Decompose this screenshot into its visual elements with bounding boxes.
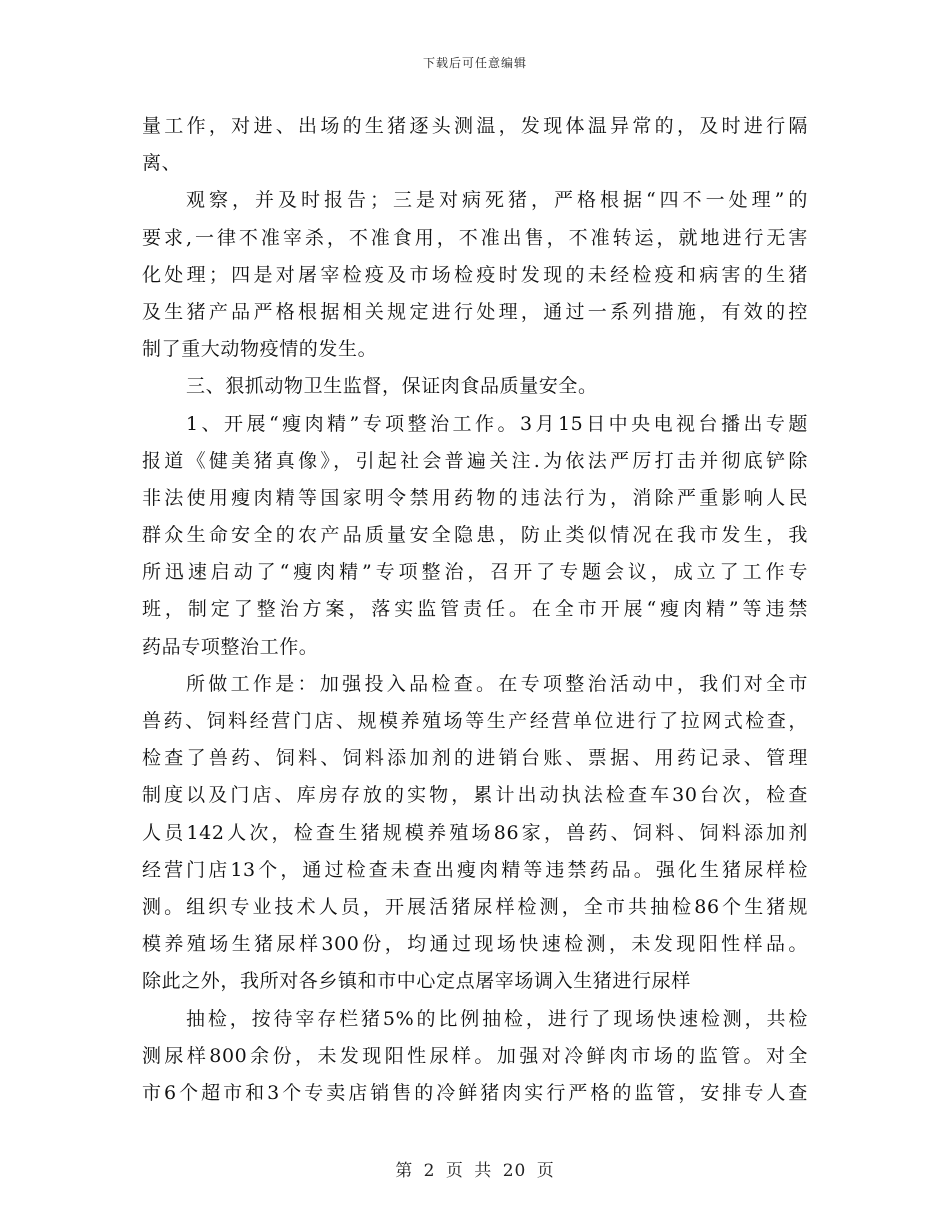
- text-line: 群众生命安全的农产品质量安全隐患，防止类似情况在我市发生，我: [142, 524, 808, 547]
- total-page-count: 20: [502, 1161, 527, 1181]
- text-line: 化处理；四是对屠宰检疫及市场检疫时发现的未经检疫和病害的生猪: [142, 263, 808, 286]
- footer-total-prefix: 共: [474, 1161, 493, 1181]
- text-line: 1、开展“瘦肉精”专项整治工作。3月15日中央电视台播出专题: [186, 412, 808, 435]
- page-header: 下载后可任意编辑: [422, 56, 527, 70]
- text-line: 经营门店13个，通过检查未查出瘦肉精等违禁药品。强化生猪尿样检: [142, 858, 808, 881]
- text-line: 测尿样800余份，未发现阳性尿样。加强对冷鲜肉市场的监管。对全: [142, 1044, 808, 1067]
- text-line: 非法使用瘦肉精等国家明令禁用药物的违法行为，消除严重影响人民: [142, 486, 808, 509]
- footer-page-label: 页: [445, 1161, 464, 1181]
- text-line: 量工作，对进、出场的生猪逐头测温，发现体温异常的，及时进行隔: [142, 115, 808, 137]
- text-line: 测。组织专业技术人员，开展活猪尿样检测，全市共抽检86个生猪规: [142, 895, 808, 918]
- text-line: 市6个超市和3个专卖店销售的冷鲜猪肉实行严格的监管，安排专人查: [142, 1081, 808, 1104]
- text-line: 模养殖场生猪尿样300份，均通过现场快速检测，未发现阳性样品。: [142, 933, 808, 956]
- footer-suffix: 页: [536, 1161, 555, 1181]
- section-heading: 三、狠抓动物卫生监督，保证肉食品质量安全。: [186, 375, 598, 398]
- text-line: 抽检，按待宰存栏猪5%的比例抽检，进行了现场快速检测，共检: [186, 1007, 808, 1030]
- text-line: 班，制定了整治方案，落实监管责任。在全市开展“瘦肉精”等违禁: [142, 598, 808, 621]
- text-line: 制了重大动物疫情的发生。: [142, 338, 378, 361]
- text-line: 所做工作是：加强投入品检查。在专项整治活动中，我们对全市: [186, 672, 808, 695]
- text-line: 除此之外，我所对各乡镇和市中心定点屠宰场调入生猪进行尿样: [142, 970, 691, 993]
- page-footer: [0, 1156, 950, 1181]
- text-line: 药品专项整治工作。: [142, 635, 319, 658]
- current-page-number: 2: [423, 1161, 436, 1181]
- text-line: 观察，并及时报告；三是对病死猪，严格根据“四不一处理”的: [186, 189, 808, 212]
- text-line: 人员142人次，检查生猪规模养殖场86家，兽药、饲料、饲料添加剂: [142, 821, 808, 844]
- text-line: 要求,一律不准宰杀，不准食用，不准出售，不准转运，就地进行无害: [142, 226, 808, 249]
- text-line: 兽药、饲料经营门店、规模养殖场等生产经营单位进行了拉网式检查，: [142, 710, 808, 732]
- text-line: 检查了兽药、饲料、饲料添加剂的进销台账、票据、用药记录、管理: [142, 747, 808, 770]
- text-line: 报道《健美猪真像》，引起社会普遍关注.为依法严厉打击并彻底铲除: [142, 449, 808, 472]
- footer-prefix: 第: [395, 1161, 414, 1181]
- text-line: 及生猪产品严格根据相关规定进行处理，通过一系列措施，有效的控: [142, 300, 808, 323]
- text-line: 制度以及门店、库房存放的实物，累计出动执法检查车30台次，检查: [142, 784, 808, 807]
- body-text: [142, 108, 808, 1112]
- text-line: 所迅速启动了“瘦肉精”专项整治，召开了专题会议，成立了工作专: [142, 561, 808, 584]
- text-line: 离、: [142, 152, 182, 175]
